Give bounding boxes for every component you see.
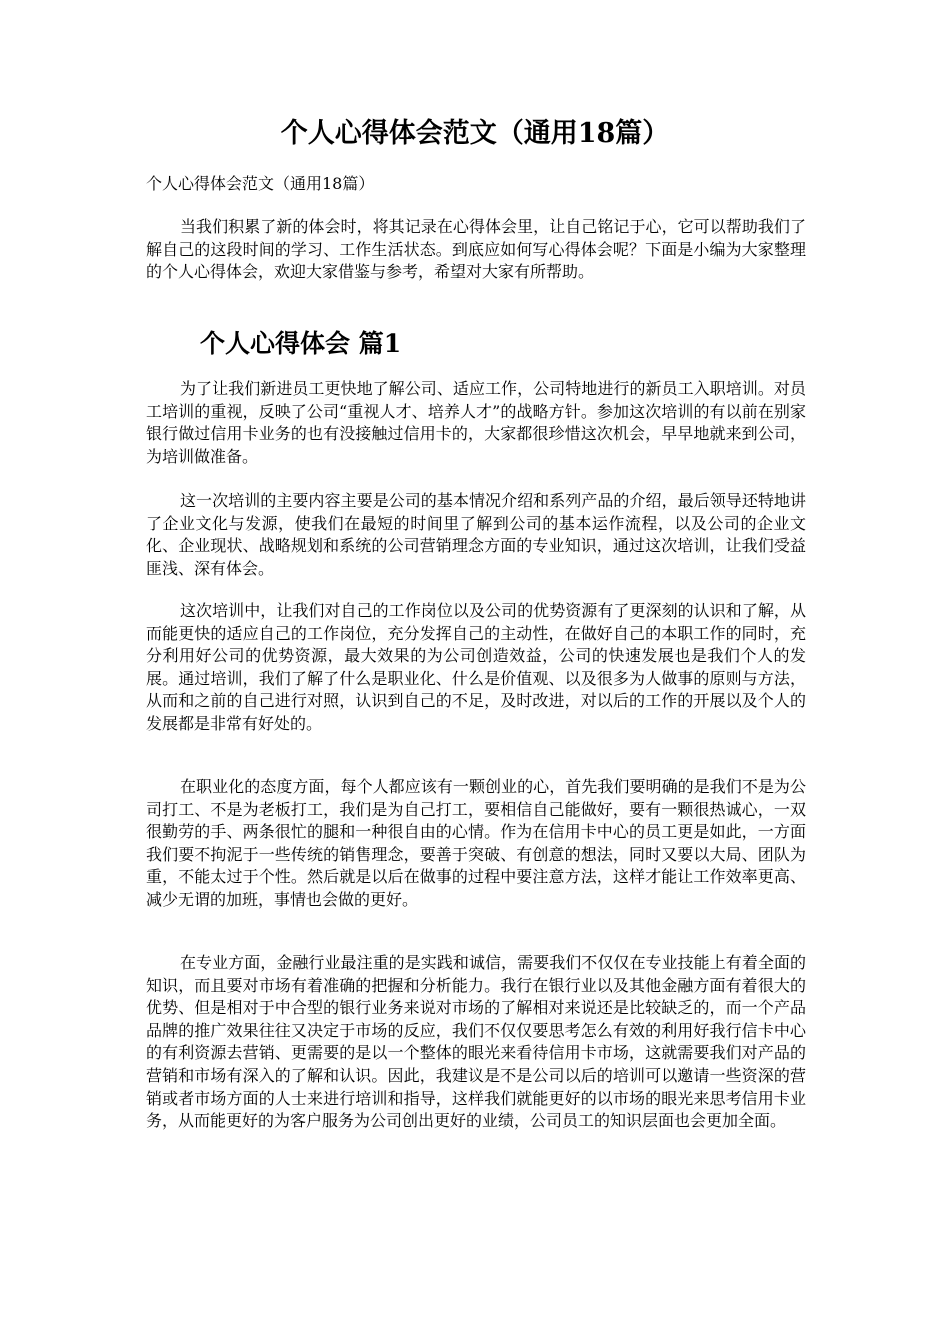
intro-paragraph: 当我们积累了新的体会时，将其记录在心得体会里，让自己铭记于心，它可以帮助我们了解自己的这段时间的学习、工作生活状态。到底应如何写心得体会呢？下面是小编为大家整理的个人心得体会，欢迎大家借鉴与参考，希望对大家有所帮助。 xyxy=(146,217,806,282)
document-title: 个人心得体会范文（通用18篇） xyxy=(280,118,670,149)
body-paragraph-5: 在专业方面，金融行业最注重的是实践和诚信，需要我们不仅仅在专业技能上有着全面的知识，而且要对市场有着准确的把握和分析能力。我行在银行业以及其他金融方面有着很大的优势、但是相对于中合型的银行业务来说对市场的了解相对来说还是比较缺乏的，而一个产品品牌的推广效果往往又决定于市场的反应，我们不仅仅要思考怎么有效的利用好我行信卡中心的有利资源去营销、更需要的是以一个整体的眼光来看待信用卡市场，这就需要我们对产品的营销和市场有深入的了解和认识。因此，我建议是不是公司以后的培训可以邀请一些资深的营销或者市场方面的人士来进行培训和指导，这样我们就能更好的以市场的眼光来思考信用卡业务，从而能更好的为客户服务为公司创出更好的业绩，公司员工的知识层面也会更加全面。 xyxy=(146,953,806,1131)
body-paragraph-4: 在职业化的态度方面，每个人都应该有一颗创业的心，首先我们要明确的是我们不是为公司打工、不是为老板打工，我们是为自己打工，要相信自己能做好，要有一颗很热诚心，一双很勤劳的手、两条很忙的腿和一种很自由的心情。作为在信用卡中心的员工更是如此，一方面我们要不拘泥于一些传统的销售理念，要善于突破、有创意的想法，同时又要以大局、团队为重，不能太过于个性。然后就是以后在做事的过程中要注意方法，这样才能让工作效率更高、减少无谓的加班，事情也会做的更好。 xyxy=(146,777,806,909)
section-heading: 个人心得体会 篇1 xyxy=(200,329,402,358)
body-paragraph-2: 这一次培训的主要内容主要是公司的基本情况介绍和系列产品的介绍，最后领导还特地讲了企业文化与发源，使我们在最短的时间里了解到公司的基本运作流程，以及公司的企业文化、企业现状、战略规划和系统的公司营销理念方面的专业知识，通过这次培训，让我们受益匪浅、深有体会。 xyxy=(146,491,806,578)
body-paragraph-3: 这次培训中，让我们对自己的工作岗位以及公司的优势资源有了更深刻的认识和了解，从而能更快的适应自己的工作岗位，充分发挥自己的主动性，在做好自己的本职工作的同时，充分利用好公司的优势资源，最大效果的为公司创造效益，公司的快速发展也是我们个人的发展。通过培训，我们了解了什么是职业化、什么是价值观、以及很多为人做事的原则与方法，从而和之前的自己进行对照，认识到自己的不足，及时改进，对以后的工作的开展以及个人的发展都是非常有好处的。 xyxy=(146,601,806,733)
document-subtitle: 个人心得体会范文（通用18篇） xyxy=(146,174,375,193)
body-paragraph-1: 为了让我们新进员工更快地了解公司、适应工作，公司特地进行的新员工入职培训。对员工培训的重视，反映了公司“重视人才、培养人才”的战略方针。参加这次培训的有以前在别家银行做过信用卡业务的也有没接触过信用卡的，大家都很珍惜这次机会，早早地就来到公司，为培训做准备。 xyxy=(146,379,806,466)
